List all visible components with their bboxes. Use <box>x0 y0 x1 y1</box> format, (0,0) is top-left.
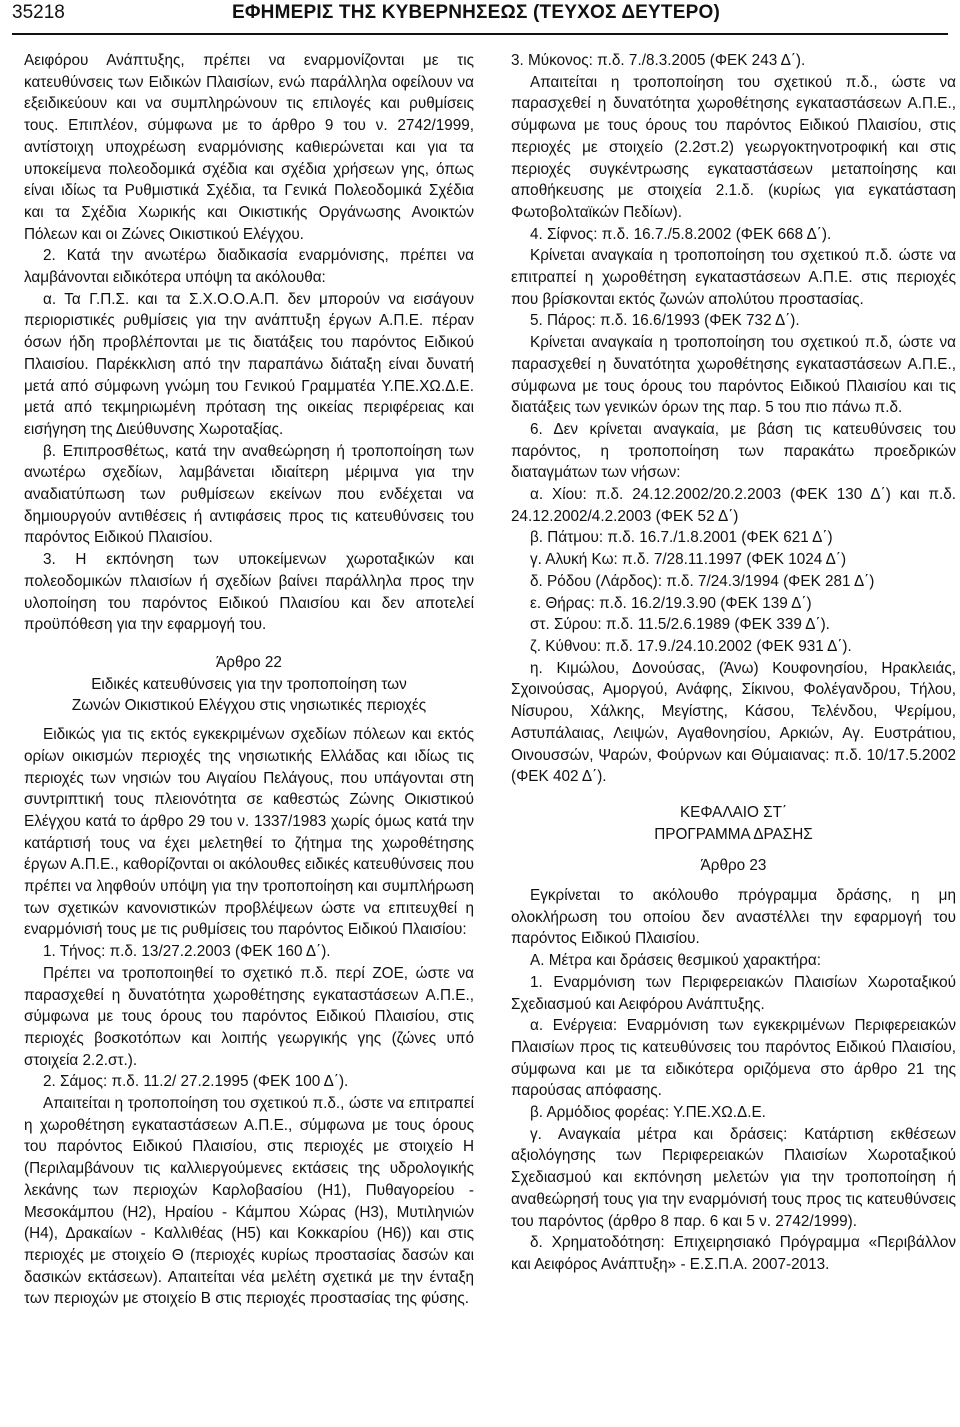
paragraph: Ειδικώς για τις εκτός εγκεκριμένων σχεδίων πόλεων και εκτός ορίων οικισμών περιοχές της νησιωτικής Ελλάδας και ιδίως τις περιοχές των νησιών του Αιγαίου Πελάγους, που υπάγονται στη συντριπτική τους πλειονότητα σε καθεστώς Ζώνης Οικιστικού Ελέγχου κατά το άρθρο 29 του ν. 1337/1983 χωρίς όμως κατά την κατάρτισή τους να έχει μελετηθεί το ζήτημα της χωροθέτησης έργων Α.Π.Ε., καθορίζονται οι ακόλουθες ειδικές κατευθύνσεις που πρέπει να ληφθούν υπόψη για την τροποποίηση και συμπλήρωση των σχετικών κανονιστικών προβλέψεων ώστε να επιτευχθεί η εναρμόνισή τους με τις ρυθμίσεις του παρόντος Ειδικού Πλαισίου: <box>24 726 474 939</box>
list-item: ζ. Κύθνου: π.δ. 17.9./24.10.2002 (ΦΕΚ 931 Δ΄). <box>530 637 852 655</box>
article-22-subtitle-line1: Ειδικές κατευθύνσεις για την τροποποίηση των <box>91 675 407 693</box>
chapter-subtitle: ΠΡΟΓΡΑΜΜΑ ΔΡΑΣΗΣ <box>654 825 813 843</box>
page-header <box>12 0 948 38</box>
list-item: 5. Πάρος: π.δ. 16.6/1993 (ΦΕΚ 732 Δ΄). <box>530 312 800 330</box>
paragraph: 6. Δεν κρίνεται αναγκαία, με βάση τις κατευθύνσεις του παρόντος, η τροποποίηση των παρακάτω προεδρικών διαταγμάτων των νήσων: <box>511 420 956 482</box>
right-column <box>511 50 956 1276</box>
paragraph: δ. Χρηματοδότηση: Επιχειρησιακό Πρόγραμμα «Περιβάλλον και Αειφόρος Ανάπτυξη» - Ε.Σ.Π.Α. 2007-2013. <box>511 1234 956 1273</box>
page-number: 35218 <box>12 2 65 23</box>
paragraph: 2. Κατά την ανωτέρω διαδικασία εναρμόνισης, πρέπει να λαμβάνονται ειδικότερα υπόψη τα ακόλουθα: <box>24 247 474 287</box>
paragraph: 3. Η εκπόνηση των υποκείμενων χωροταξικών και πολεοδομικών πλαισίων ή σχεδίων βαίνει παράλληλα προς την υλοποίηση του παρόντος Ειδικού Πλαισίου και δεν αποτελεί προϋπόθεση για την εφαρμογή του. <box>24 551 474 634</box>
list-item: 4. Σίφνος: π.δ. 16.7./5.8.2002 (ΦΕΚ 668 Δ΄). <box>530 225 832 243</box>
paragraph: α. Ενέργεια: Εναρμόνιση των εγκεκριμένων Περιφερειακών Πλαισίων προς τις κατευθύνσεις του παρόντος Ειδικού Πλαισίου, σύμφωνα και με τα ειδικότερα οριζόμενα στο άρθρο 21 της παρούσας απόφασης. <box>511 1017 956 1100</box>
paragraph: 1. Εναρμόνιση των Περιφερειακών Πλαισίων Χωροταξικού Σχεδιασμού και Αειφόρου Ανάπτυξης. <box>511 973 956 1013</box>
list-item: η. Κιμώλου, Δονούσας, (Άνω) Κουφονησίου, Ηρακλειάς, Σχοινούσας, Αμοργού, Ανάφης, Σίκινου, Φολέγανδρου, Τήλου, Νίσυρου, Χάλκης, Μεγίστης, Κάσου, Τελένδου, Ψερίμου, Αστυπάλαιας, Λειψών, Αγαθονησίου, Αρκιών, Αγ. Ευστράτιου, Οινουσσών, Ψαρών, Φούρνων και Θύμαιανας: π.δ. 10/17.5.2002 (ΦΕΚ 402 Δ΄). <box>511 659 956 786</box>
list-item: δ. Ρόδου (Λάρδος): π.δ. 7/24.3/1994 (ΦΕΚ 281 Δ΄) <box>530 572 875 590</box>
paragraph: Κρίνεται αναγκαία η τροποποίηση του σχετικού π.δ, ώστε να παρασχεθεί η δυνατότητα χωροθέτησης εγκαταστάσεων Α.Π.Ε., σύμφωνα με τους όρους του παρόντος Ειδικού Πλαισίου και τις διατάξεις των γενικών όρων της παρ. 5 του πιο πάνω π.δ. <box>511 334 956 417</box>
list-item: 3. Μύκονος: π.δ. 7./8.3.2005 (ΦΕΚ 243 Δ΄). <box>511 52 806 69</box>
gazette-title: ΕΦΗΜΕΡΙΣ ΤΗΣ ΚΥΒΕΡΝΗΣΕΩΣ (ΤΕΥΧΟΣ ΔΕΥΤΕΡΟ) <box>232 2 720 23</box>
paragraph: Εγκρίνεται το ακόλουθο πρόγραμμα δράσης, η μη ολοκλήρωση του οποίου δεν αναστέλλει την εφαρμογή του παρόντος Ειδικού Πλαισίου. <box>511 887 956 948</box>
left-column <box>24 50 474 1310</box>
paragraph: Πρέπει να τροποποιηθεί το σχετικό π.δ. περί ΖΟΕ, ώστε να παρασχεθεί η δυνατότητα χωροθέτησης εγκαταστάσεων Α.Π.Ε., σύμφωνα με τους όρους του παρόντος Ειδικού Πλαισίου, στις περιοχές βοσκοτόπων και λοιπής γεωργικής γης (ζώνες υπό στοιχεία 2.2.στ.). <box>24 964 474 1069</box>
paragraph: γ. Αναγκαία μέτρα και δράσεις: Κατάρτιση εκθέσεων αξιολόγησης των Περιφερειακών Πλαισίων Χωροταξικού Σχεδιασμού και εκπόνηση μελετών για την τροποποίηση ή αναθεώρησή τους για την εναρμόνισή τους προς τις κατευθύνσεις του παρόντος (άρθρο 8 παρ. 6 και 5 ν. 2742/1999). <box>511 1125 956 1230</box>
paragraph: α. Τα Γ.Π.Σ. και τα Σ.Χ.Ο.Ο.Α.Π. δεν μπορούν να εισάγουν περιοριστικές ρυθμίσεις για την ανάπτυξη έργων Α.Π.Ε. πέραν όσων ήδη προβλέπονται με τις διατάξεις του παρόντος Ειδικού Πλαισίου. Παρέκκλιση από την παραπάνω διάταξη είναι δυνατή μετά από σύμφωνη γνώμη του Γενικού Γραμματέα Υ.ΠΕ.ΧΩ.Δ.Ε. μετά από τεκμηριωμένη πρόταση της οικείας περιφέρειας και εισήγηση της Διεύθυνσης Χωροταξίας. <box>24 290 474 438</box>
paragraph: Αειφόρου Ανάπτυξης, πρέπει να εναρμονίζονται με τις κατευθύνσεις των Ειδικών Πλαισίων, ενώ παράλληλα οφείλουν να εξειδικεύουν και να συμπληρώνουν τις επιλογές και ρυθμίσεις τους. Επιπλέον, σύμφωνα με το άρθρο 9 του ν. 2742/1999, αντίστοιχη υποχρέωση εναρμόνισης καθιερώνεται και για τα υποκείμενα πολεοδομικά σχέδια και σχέδια χρήσεων γης, όπως είναι ιδίως τα Ρυθμιστικά Σχέδια, τα Γενικά Πολεοδομικά Σχέδια και τα Σχέδια Χωρικής και Οικιστικής Οργάνωσης Ανοικτών Πόλεων και οι Ζώνες Οικιστικού Ελέγχου. <box>24 52 474 243</box>
paragraph: Απαιτείται η τροποποίηση του σχετικού π.δ., ώστε να παρασχεθεί η δυνατότητα χωροθέτησης εγκαταστάσεων Α.Π.Ε., σύμφωνα με τους όρους του παρόντος Ειδικού Πλαισίου, στις περιοχές με στοιχείο (2.2στ.2) γεωργοκτηνοτροφική και στις περιοχές συγκέντρωσης εγκαταστάσεων μεταποίησης και αποθήκευσης με στοιχεία 2.1.δ. (κυρίως για εγκατάσταση Φωτοβολταϊκών Πεδίων). <box>511 73 956 221</box>
article-23-heading: Άρθρο 23 <box>700 857 767 875</box>
list-item: 2. Σάμος: π.δ. 11.2/ 27.2.1995 (ΦΕΚ 100 Δ΄). <box>43 1073 349 1091</box>
paragraph: β. Αρμόδιος φορέας: Υ.ΠΕ.ΧΩ.Δ.Ε. <box>530 1104 766 1122</box>
list-item: α. Χίου: π.δ. 24.12.2002/20.2.2003 (ΦΕΚ 130 Δ΄) και π.δ. 24.12.2002/4.2.2003 (ΦΕΚ 52 Δ΄) <box>511 486 956 525</box>
paragraph: Απαιτείται η τροποποίηση του σχετικού π.δ., ώστε να επιτραπεί η χωροθέτηση εγκαταστάσεων Α.Π.Ε., σύμφωνα με τους όρους του παρόντος Ειδικού Πλαισίου, στις περιοχές με στοιχείο Η (Περιλαμβάνουν τις καλλιεργούμενες εκτάσεις της υδρολογικής λεκάνης των περιοχών Καρλοβασίου (Η1), Πυθαγορείου - Μεσοκάμπου (Η2), Ηραίου - Κάμπου Χώρας (Η3), Μυτιληνιών (Η4), Δρακαίων - Καλλιθέας (Η5) και Κοκκαρίου (Η6)) και στις περιοχές με στοιχείο Θ (περιοχές κυρίως προστασίας δασών και δασικών εκτάσεων). Απαιτείται νέα μελέτη σχετικά με την ένταξη των περιοχών με στοιχείο Β στις περιοχές προστασίας της φύσης. <box>24 1095 474 1308</box>
article-22-heading: Άρθρο 22 <box>216 653 282 671</box>
list-item: στ. Σύρου: π.δ. 11.5/2.6.1989 (ΦΕΚ 339 Δ΄). <box>530 616 830 634</box>
paragraph: Κρίνεται αναγκαία η τροποποίηση του σχετικού π.δ. ώστε να επιτραπεί η χωροθέτηση εγκαταστάσεων Α.Π.Ε. στις περιοχές που βρίσκονται εκτός ζωνών απολύτου προστασίας. <box>511 247 956 308</box>
list-item: γ. Αλυκή Κω: π.δ. 7/28.11.1997 (ΦΕΚ 1024 Δ΄) <box>530 551 847 569</box>
list-item: β. Πάτμου: π.δ. 16.7./1.8.2001 (ΦΕΚ 621 Δ΄) <box>530 529 833 547</box>
chapter-heading: ΚΕΦΑΛΑΙΟ ΣΤ΄ <box>679 803 788 821</box>
list-item: ε. Θήρας: π.δ. 16.2/19.3.90 (ΦΕΚ 139 Δ΄) <box>530 594 812 612</box>
list-item: 1. Τήνος: π.δ. 13/27.2.2003 (ΦΕΚ 160 Δ΄). <box>43 943 331 961</box>
paragraph: Α. Μέτρα και δράσεις θεσμικού χαρακτήρα: <box>530 952 821 970</box>
article-22-subtitle-line2: Ζωνών Οικιστικού Ελέγχου στις νησιωτικές περιοχές <box>71 697 427 715</box>
header-rule <box>12 33 948 35</box>
paragraph: β. Επιπροσθέτως, κατά την αναθεώρηση ή τροποποίηση των ανωτέρω σχεδίων, λαμβάνεται ιδιαίτερη μέριμνα για την αναδιατύπωση των ρυθμίσεων εκείνων που ενδέχεται να δημιουργούν αντιθέσεις ή αντιφάσεις προς τις κατευθύνσεις του παρόντος Ειδικού Πλαισίου. <box>24 442 474 547</box>
